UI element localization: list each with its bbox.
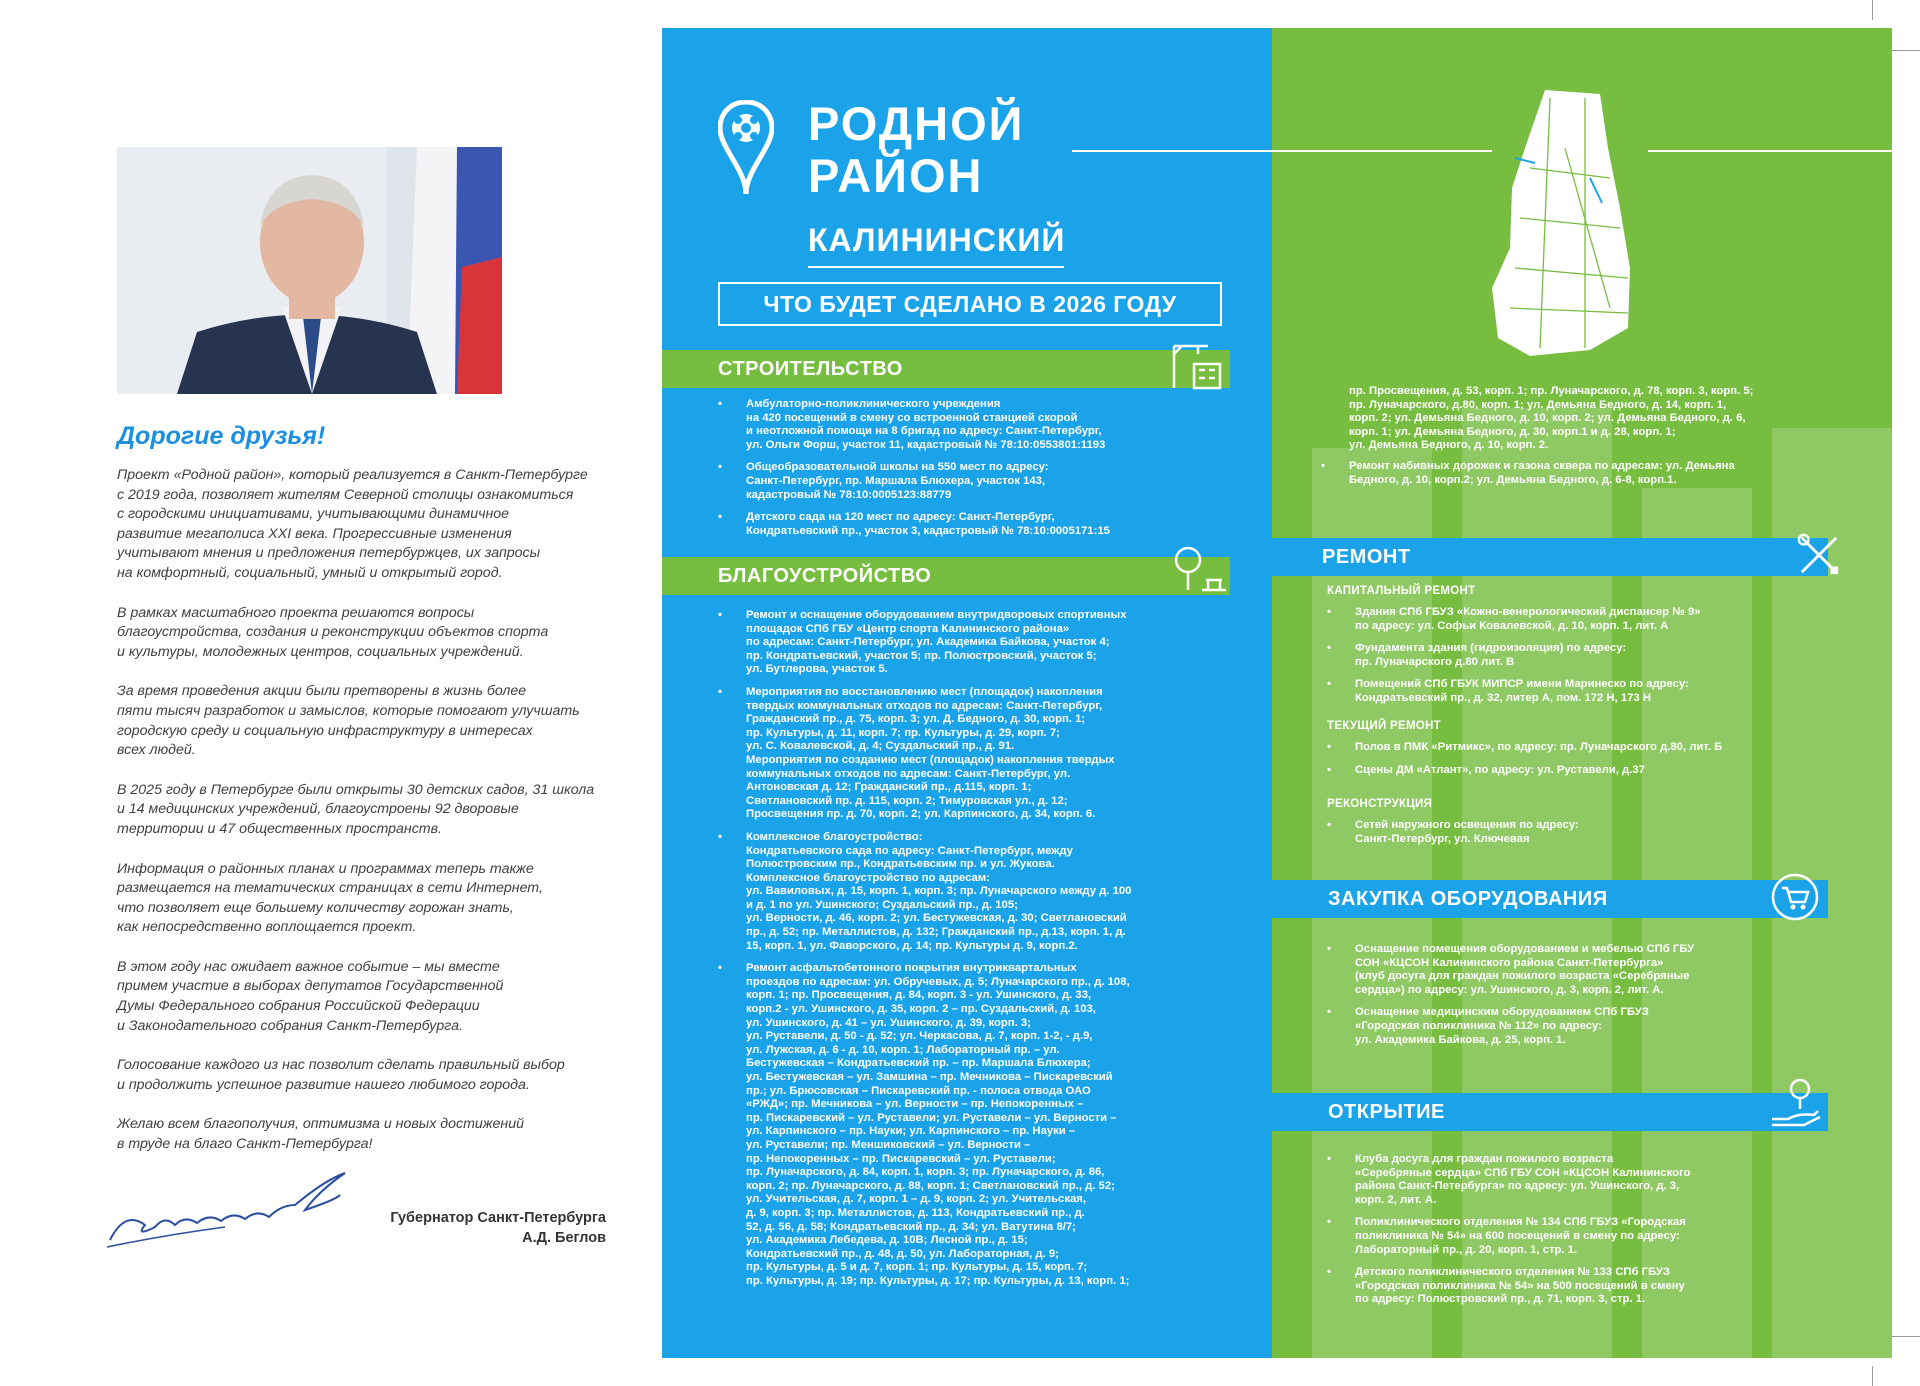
district-name: КАЛИНИНСКИЙ (808, 222, 1066, 258)
governor-photo (117, 147, 502, 394)
subsection-title: КАПИТАЛЬНЫЙ РЕМОНТ (1327, 585, 1476, 597)
letter-body (117, 466, 617, 1175)
construction-list (718, 398, 1218, 547)
park-tree-icon (1172, 543, 1228, 595)
current-repair-list (1327, 741, 1847, 786)
letter-paragraph: В этом году нас ожидает важное событие – мы вместе примем участие в выборах депутатов Государственной Думы Федерального собрания Российской Федерации и Законодательного собрания Санкт-Петербурга. (117, 958, 504, 1034)
list-item: • Комплексное благоустройство: Кондратьевского сада по адресу: Санкт-Петербург, между Полюстровским пр., Кондратьевским пр. и ул. Жукова. Комплексное благоустройство по адресам: ул. Вавиловых, д. 15, корп. 1, корп. 3; пр. Луначарского между д. 100 и д. 1 по ул. Ушинского; Суздальский пр., д. 105; ул. Верности, д. 46, корп. 2; ул. Бестужевская, д. 30; Светлановский пр., д. 52; пр. Металлистов, д. 132; Гражданский пр., д.13, корп. 1, д. 15, корп. 1, ул. Фаворского, д. 14; пр. Культуры д. 9, корп.2. (718, 831, 1218, 953)
section-header-repair (1272, 538, 1828, 576)
list-item: • Оснащение помещения оборудованием и мебелью СПб ГБУ СОН «КЦСОН Калининского района Санкт-Петербурга» (клуб досуга для граждан пожилого возраста «Серебряные сердца») по адресу: ул. Ушинского, д. 3, корп. 2, лит. А. (1327, 943, 1847, 997)
section-header-equipment (1272, 880, 1828, 918)
list-item: • Полов в ПМК «Ритмикс», по адресу: пр. Луначарского д.80, лит. Б (1327, 741, 1847, 755)
section-title: СТРОИТЕЛЬСТВО (718, 357, 903, 380)
section-title: ОТКРЫТИЕ (1328, 1100, 1445, 1123)
capital-repair-list (1327, 606, 1847, 715)
section-title: БЛАГОУСТРОЙСТВО (718, 564, 932, 587)
deadline-banner: ЧТО БУДЕТ СДЕЛАНО В 2026 ГОДУ (718, 282, 1222, 326)
portrait-illustration (117, 147, 502, 394)
list-item: • Амбулаторно-поликлинического учреждения на 420 посещений в смену со встроенной станцией скорой и неотложной помощи на 8 бригад по адресу: Санкт-Петербург, ул. Ольги Форш, участок 11, кадастровый № 78:10:0553801:1193 (718, 398, 1218, 452)
subsection-title: ТЕКУЩИЙ РЕМОНТ (1327, 720, 1441, 732)
list-item: • Клуба досуга для граждан пожилого возраста «Серебряные сердца» СПб ГБУ СОН «КЦСОН Калининского района Санкт-Петербурга» по адресу: ул. Ушинского, д. 3, корп. 2, лит. А. (1327, 1153, 1847, 1207)
crop-mark (1872, 1366, 1873, 1386)
letter-paragraph: Информация о районных планах и программах теперь также размещается на тематических страницах в сети Интернет, что позволяет еще большему количеству горожан знать, как непосредственно воплощается проект. (117, 860, 543, 936)
logo-title-line2: РАЙОН (808, 149, 984, 202)
improvement-continued-list (1321, 385, 1861, 462)
improvement-list (718, 609, 1218, 1298)
list-item: • Ремонт асфальтобетонного покрытия внутриквартальных проездов по адресам: ул. Обручевых, д. 5; Луначарского пр., д. 108, корп. 1; пр. Просвещения, д. 84, корп. 3 - ул. Ушинского, д. 33, корп.2 - ул. Ушинского, д. 35, корп. 2 – пр. Суздальский, д. 103, ул. Ушинского, д. 41 – ул. Ушинского, д. 39, корп. 3; ул. Руставели, д. 50 - д. 52; ул. Черкасова, д. 7, корп. 1-2, - д.9, ул. Лужская, д. 6 - д. 10, корп. 1; Лабораторный пр. – ул. Бестужевская – Кондратьевский пр. – пр. Маршала Блюхера; ул. Бестужевская – ул. Замшина – пр. Мечникова – Пискаревский пр.; ул. Брюсовская – Пискаревский пр. - полоса отвода ОАО «РЖД»; пр. Мечникова – ул. Верности – пр. Непокоренных – пр. Пискаревский – ул. Руставели; ул. Руставели – ул. Верности – ул. Карпинского – пр. Науки; ул. Карпинского – пр. Науки – ул. Руставели; пр. Меншиковский – ул. Верности – пр. Непокоренных – пр. Пискаревский – ул. Руставели; пр. Луначарского, д. 84, корп. 1, корп. 3; пр. Луначарского, д. 86, корп. 2; пр. Луначарского, д. 88, корп. 1; Светлановский пр., д. 52; ул. Учительская, д. 7, корп. 1 – д. 9, корп. 2; ул. Учительская, д. 9, корп. 3; пр. Металлистов, д. 113, Кондратьевский пр., д. 52, д. 56, д. 58; Кондратьевский пр., д. 34; ул. Ватутина 8/7; ул. Академика Лебедева, д. 10В; Лесной пр., д. 15; Кондратьевский пр., д. 48, д. 50, ул. Лабораторная, д. 9; пр. Культуры, д. 5 и д. 7, корп. 1; пр. Культуры, д. 15, корп. 7; пр. Культуры, д. 19; пр. Культуры, д. 17; пр. Культуры, д. 13, корп. 1; (718, 962, 1218, 1288)
section-title: ЗАКУПКА ОБОРУДОВАНИЯ (1328, 887, 1608, 910)
signer-block (300, 1208, 606, 1248)
signer-title: Губернатор Санкт-Петербурга (390, 1210, 606, 1226)
list-item: • Фундамента здания (гидроизоляция) по адресу: пр. Луначарского д.80 лит. В (1327, 642, 1847, 669)
list-item: • Общеобразовательной школы на 550 мест по адресу: Санкт-Петербург, пр. Маршала Блюхера, участок 143, кадастровый № 78:10:0005123:88779 (718, 461, 1218, 502)
opening-list (1327, 1153, 1847, 1316)
section-header-opening (1272, 1093, 1828, 1131)
list-item: пр. Просвещения, д. 53, корп. 1; пр. Луначарского, д. 78, корп. 3, корп. 5; пр. Луначарского, д.80, корп. 1; ул. Демьяна Бедного, д. 14, корп. 1, корп. 2; ул. Демьяна Бедного, д. 10, корп. 2; ул. Демьяна Бедного, д. 6, корп. 1; ул. Демьяна Бедного, д. 30, корп.1 и д. 28, корп. 1; ул. Демьяна Бедного, д. 10, корп. 2. (1349, 385, 1754, 452)
list-item: • Мероприятия по восстановлению мест (площадок) накопления твердых коммунальных отходов по адресам: Санкт-Петербург, Гражданский пр., д. 75, корп. 3; ул. Д. Бедного, д. 30, корп. 1; пр. Культуры, д. 11, корп. 7; пр. Культуры, д. 29, корп. 7; ул. С. Ковалевской, д. 4; Суздальский пр., д. 91. Мероприятия по созданию мест (площадок) накопления твердых коммунальных отходов по адресам: Санкт-Петербург, ул. Антоновская д. 12; Гражданский пр., д.115, корп. 1; Светлановский пр. д. 115, корп. 2; Тимуровская ул., д. 12; Просвещения пр. д. 70, корп. 2; ул. Карпинского, д. 34, корп. 6. (718, 686, 1218, 822)
hand-key-icon (1768, 1075, 1822, 1129)
reconstruction-list (1327, 819, 1847, 855)
logo-title-line1: РОДНОЙ (808, 97, 1025, 150)
letter-paragraph: В рамках масштабного проекта решаются вопросы благоустройства, создания и реконструкции объектов спорта и культуры, молодежных центров, социальных учреждений. (117, 604, 549, 660)
letter-paragraph: Желаю всем благополучия, оптимизма и новых достижений в труде на благо Санкт-Петербурга! (117, 1116, 525, 1153)
subsection-title: РЕКОНСТРУКЦИЯ (1327, 798, 1433, 810)
list-item: • Детского сада на 120 мест по адресу: Санкт-Петербург, Кондратьевский пр., участок 3, кадастровый № 78:10:0005171:15 (718, 511, 1218, 538)
improvement-continued-list (1321, 460, 1861, 496)
signer-name: А.Д. Беглов (522, 1230, 606, 1246)
equipment-list (1327, 943, 1847, 1056)
letter-paragraph: В 2025 году в Петербурге были открыты 30 детских садов, 31 школа и 14 медицинских учреждений, благоустроены 92 дворовые территории и 47 общественных пространств. (117, 781, 595, 837)
list-item: • Помещений СПб ГБУК МИПСР имени Маринеско по адресу: Кондратьевский пр., д. 32, литер А, пом. 172 Н, 173 Н (1327, 678, 1847, 705)
list-item: • Ремонт набивных дорожек и газона сквера по адресам: ул. Демьяна Бедного, д. 10, корп.2; ул. Демьяна Бедного, д. 6-8, корп.1. (1321, 460, 1861, 487)
wrench-screwdriver-icon (1796, 532, 1842, 578)
letter-greeting: Дорогие друзья! (117, 422, 326, 450)
letter-paragraph: Проект «Родной район», который реализуется в Санкт-Петербурге с 2019 года, позволяет жителям Северной столицы ознакомиться с городскими инициативами, учитывающими динамичное развитие мегаполиса XXI века. Прогрессивные изменения учитывают мнения и предложения петербуржцев, их запросы на комфортный, социальный, умный и открытый город. (117, 467, 588, 581)
section-header-construction (662, 350, 1230, 388)
divider (1648, 150, 1892, 152)
list-item: • Поликлинического отделения № 134 СПб ГБУЗ «Городская поликлиника № 54» на 600 посещений в смену по адресу: Лабораторный пр., д. 20, корп. 1, стр. 1. (1327, 1216, 1847, 1257)
letter-paragraph: Голосование каждого из нас позволит сделать правильный выбор и продолжить успешное развитие нашего любимого города. (117, 1057, 565, 1093)
list-item: • Здания СПб ГБУЗ «Кожно-венерологический диспансер № 9» по адресу: ул. Софьи Ковалевской, д. 10, корп. 1, лит. А (1327, 606, 1847, 633)
list-item: • Сцены ДМ «Атлант», по адресу: ул. Руставели, д.37 (1327, 764, 1847, 778)
section-title: РЕМОНТ (1322, 545, 1411, 568)
divider (808, 266, 1064, 268)
map-pin-logo-icon (718, 100, 774, 196)
district-map-icon (1490, 88, 1640, 358)
shopping-cart-icon (1770, 872, 1820, 922)
list-item: • Оснащение медицинским оборудованием СПб ГБУЗ «Городская поликлиника № 112» по адресу: ул. Академика Байкова, д. 25, корп. 1. (1327, 1006, 1847, 1047)
divider (1072, 150, 1492, 152)
construction-crane-icon (1168, 340, 1224, 390)
list-item: • Ремонт и оснащение оборудованием внутридворовых спортивных площадок СПб ГБУ «Центр спорта Калининского района» по адресам: Санкт-Петербург, ул. Академика Байкова, участок 4; пр. Кондратьевский, участок 5; пр. Полюстровский, участок 5; ул. Бутлерова, участок 5. (718, 609, 1218, 677)
letter-paragraph: За время проведения акции были претворены в жизнь более пяти тысяч разработок и замыслов, которые помогают улучшать городскую среду и социальную инфраструктуру в интересах всех людей. (117, 683, 580, 759)
crop-mark (1872, 0, 1873, 20)
list-item: • Детского поликлинического отделения № 133 СПб ГБУЗ «Городская поликлиника № 54» на 500 посещений в смену по адресу: Полюстровский пр., д. 71, корп. 3, стр. 1. (1327, 1266, 1847, 1307)
section-header-improvement (662, 557, 1230, 595)
list-item: • Сетей наружного освещения по адресу: Санкт-Петербург, ул. Ключевая (1327, 819, 1847, 846)
